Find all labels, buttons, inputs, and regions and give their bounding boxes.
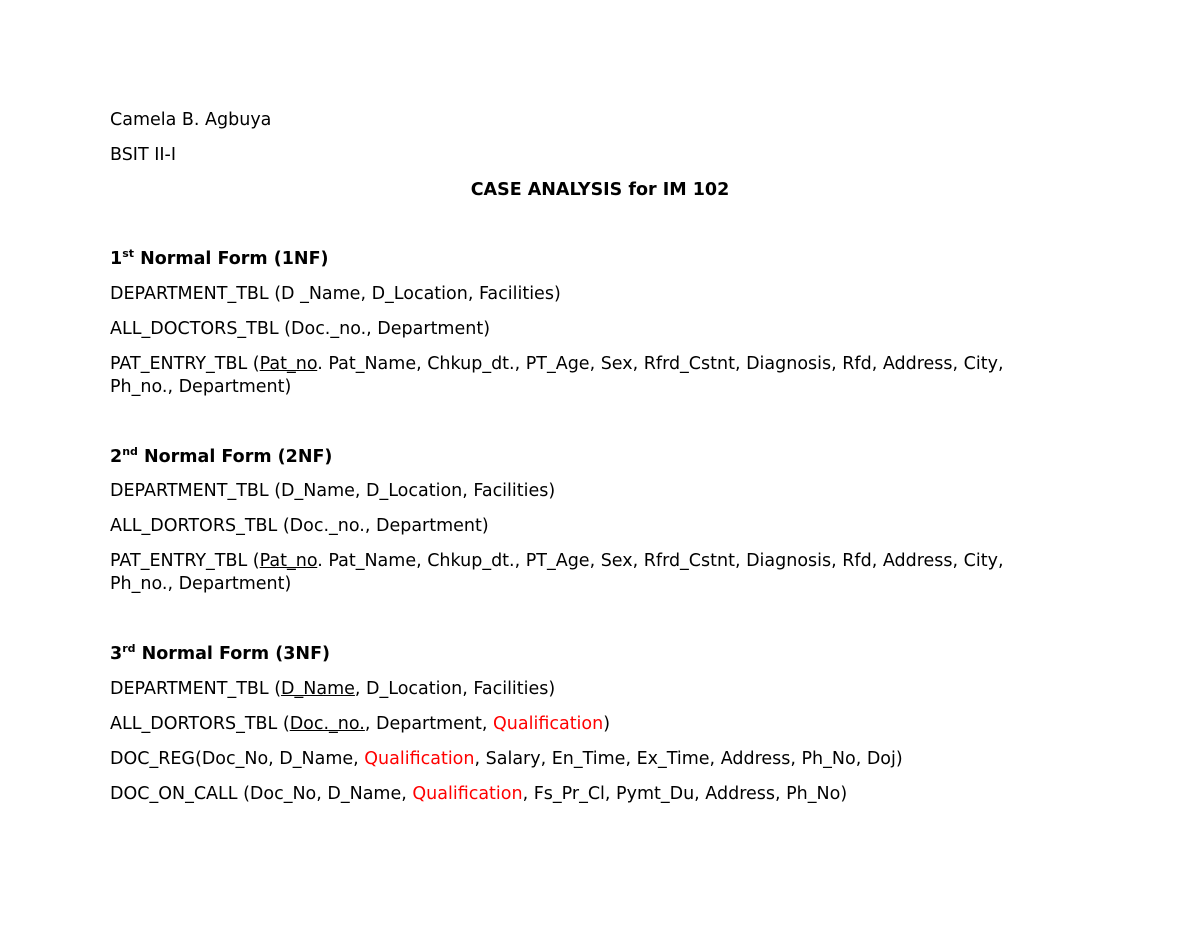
2nf-patient-entry-table xyxy=(110,550,1070,596)
heading-1nf-number: 1 xyxy=(110,249,123,269)
heading-1nf-text: Normal Form (1NF) xyxy=(134,249,329,269)
heading-3nf-text: Normal Form (3NF) xyxy=(135,644,331,664)
1nf-patient-table-fields: . Pat_Name, Chkup_dt., PT_Age, Sex, Rfrd_Cstnt, Diagnosis, Rfd, Address, City, Ph_no., Department) xyxy=(110,354,1004,397)
document-title: CASE ANALYSIS for IM 102 xyxy=(470,180,730,200)
3nf-doctors-fields: , Department, xyxy=(364,714,494,734)
3nf-doc-reg-table xyxy=(110,748,903,771)
3nf-doc-on-call-table xyxy=(110,783,847,806)
2nf-doctors-table: ALL_DORTORS_TBL (Doc._no., Department) xyxy=(110,516,489,536)
heading-2nf-number: 2 xyxy=(110,447,123,467)
3nf-doctors-prefix: ALL_DORTORS_TBL ( xyxy=(110,714,290,734)
heading-2nf xyxy=(110,446,332,469)
heading-1nf-superscript: st xyxy=(122,247,134,261)
3nf-doc-on-call-qualification: Qualification xyxy=(412,784,523,804)
author-name: Camela B. Agbuya xyxy=(110,110,272,130)
1nf-doctors-table: ALL_DOCTORS_TBL (Doc._no., Department) xyxy=(110,319,491,339)
1nf-patient-entry-table xyxy=(110,353,1070,399)
1nf-patient-table-prefix: PAT_ENTRY_TBL ( xyxy=(110,354,260,374)
2nf-patient-table-fields: . Pat_Name, Chkup_dt., PT_Age, Sex, Rfrd_Cstnt, Diagnosis, Rfd, Address, City, Ph_no., Department) xyxy=(110,551,1004,594)
3nf-department-table xyxy=(110,678,555,701)
2nf-patient-table-prefix: PAT_ENTRY_TBL ( xyxy=(110,551,260,571)
3nf-department-primary-key: D_Name xyxy=(281,679,355,699)
3nf-doc-reg-fields: , Salary, En_Time, Ex_Time, Address, Ph_No, Doj) xyxy=(474,749,903,769)
author-section: BSIT II-I xyxy=(110,145,177,165)
2nf-department-table: DEPARTMENT_TBL (D_Name, D_Location, Facilities) xyxy=(110,481,556,501)
1nf-department-table: DEPARTMENT_TBL (D _Name, D_Location, Facilities) xyxy=(110,284,561,304)
heading-1nf xyxy=(110,248,329,271)
3nf-department-fields: , D_Location, Facilities) xyxy=(354,679,556,699)
heading-2nf-superscript: nd xyxy=(122,445,138,459)
2nf-patient-primary-key: Pat_no xyxy=(259,551,318,571)
3nf-doc-reg-qualification: Qualification xyxy=(364,749,475,769)
heading-3nf-superscript: rd xyxy=(122,642,136,656)
heading-3nf xyxy=(110,643,330,666)
3nf-doc-on-call-prefix: DOC_ON_CALL (Doc_No, D_Name, xyxy=(110,784,413,804)
3nf-doctors-table xyxy=(110,713,610,736)
3nf-doc-reg-prefix: DOC_REG(Doc_No, D_Name, xyxy=(110,749,365,769)
3nf-doctors-qualification: Qualification xyxy=(493,714,604,734)
3nf-department-prefix: DEPARTMENT_TBL ( xyxy=(110,679,282,699)
heading-3nf-number: 3 xyxy=(110,644,123,664)
3nf-doctors-close: ) xyxy=(603,714,611,734)
heading-2nf-text: Normal Form (2NF) xyxy=(137,447,333,467)
1nf-patient-primary-key: Pat_no xyxy=(259,354,318,374)
3nf-doctors-primary-key: Doc._no. xyxy=(289,714,365,734)
3nf-doc-on-call-fields: , Fs_Pr_Cl, Pymt_Du, Address, Ph_No) xyxy=(522,784,848,804)
